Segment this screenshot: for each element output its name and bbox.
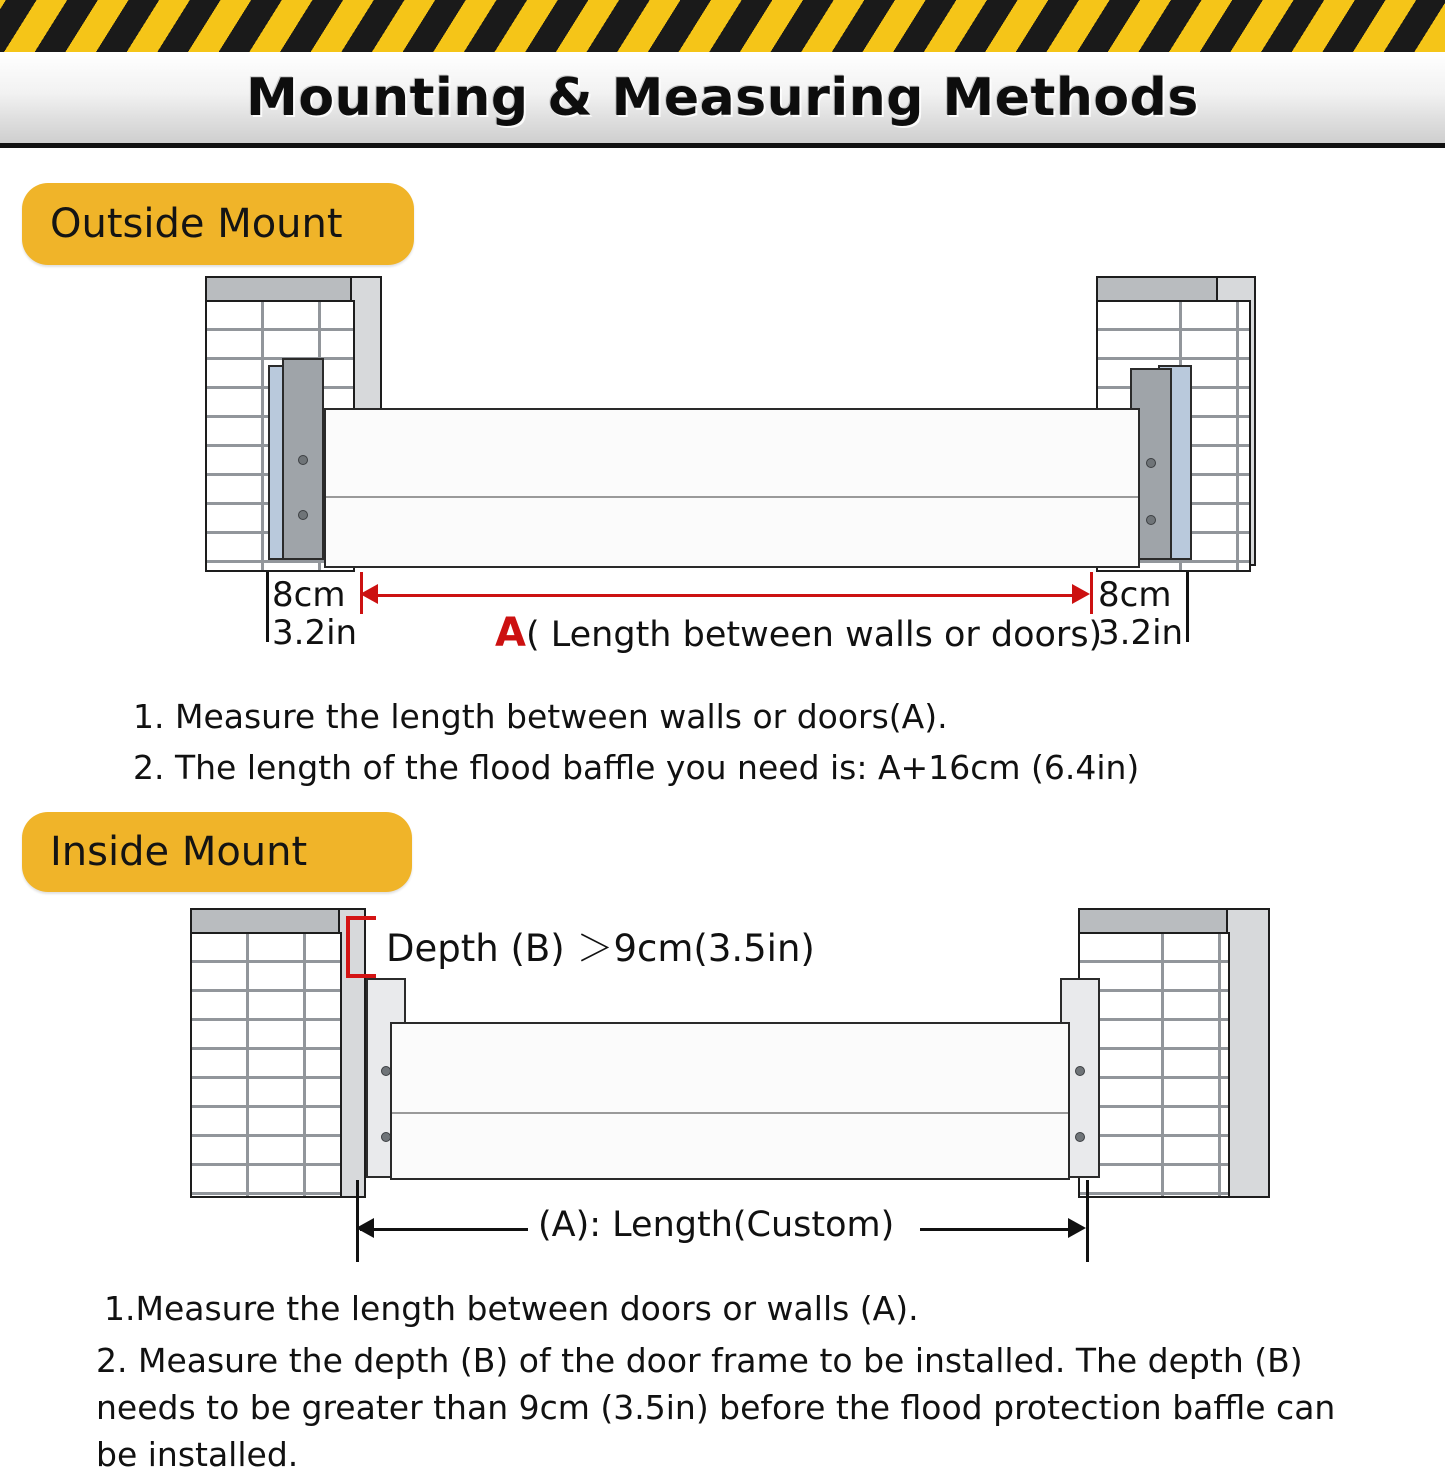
outside-right-dim-cm: 8cm	[1098, 575, 1172, 615]
screw-icon	[1146, 458, 1156, 468]
depth-indicator-bracket	[346, 916, 376, 978]
inside-instruction-2: 2. Measure the depth (B) of the door frame to be installed. The depth (B) needs to be greater than 9cm (3.5in) before the flood protection baffle can be installed.	[96, 1341, 1336, 1474]
inside-flood-baffle-panel	[390, 1022, 1070, 1180]
section-tag-inside-mount	[22, 812, 412, 892]
outside-span-arrow-right	[1072, 584, 1090, 604]
baffle-seam	[326, 496, 1138, 498]
section-tag-outside-label: Outside Mount	[50, 201, 343, 247]
outside-right-dim-tick	[1186, 572, 1189, 642]
inside-span-caption: (A): Length(Custom)	[538, 1205, 895, 1245]
hazard-stripe-banner	[0, 0, 1445, 52]
section-tag-outside-mount	[22, 183, 414, 265]
inside-span-dim-line-right	[920, 1228, 1068, 1231]
outside-span-caption-text: ( Length between walls or doors)	[525, 615, 1103, 655]
inside-instruction-1: 1.Measure the length between doors or walls (A).	[104, 1289, 919, 1328]
outside-left-dim-tick	[266, 572, 269, 642]
screw-icon	[298, 455, 308, 465]
page-title: Mounting & Measuring Methods	[246, 68, 1199, 128]
screw-icon	[1075, 1132, 1085, 1142]
baffle-seam	[392, 1112, 1068, 1114]
section-tag-inside-label: Inside Mount	[50, 829, 308, 875]
depth-label: Depth (B) ＞9cm(3.5in)	[386, 927, 815, 970]
inside-span-arrow-left	[356, 1218, 374, 1238]
outside-left-bracket	[282, 358, 324, 560]
outside-span-caption	[495, 610, 1102, 656]
inside-right-dim-tick	[1086, 1180, 1089, 1262]
screw-icon	[1075, 1066, 1085, 1076]
outside-left-dim-cm: 8cm	[272, 575, 346, 615]
outside-flood-baffle-panel	[324, 408, 1140, 568]
inside-left-brick-column	[190, 932, 342, 1198]
brick-pattern	[192, 934, 340, 1196]
outside-span-dim-line	[378, 594, 1072, 597]
screw-icon	[298, 510, 308, 520]
outside-instruction-2: 2. The length of the flood baffle you need is: A+16cm (6.4in)	[133, 748, 1140, 787]
screw-icon	[1146, 515, 1156, 525]
inside-span-dim-line-left	[360, 1228, 528, 1231]
inside-right-column-top	[1078, 908, 1230, 934]
inside-span-arrow-right	[1068, 1218, 1086, 1238]
outside-span-symbol: A	[495, 610, 526, 656]
outside-span-arrow-left	[360, 584, 378, 604]
inside-left-column-top	[190, 908, 342, 934]
outside-instruction-1: 1. Measure the length between walls or doors(A).	[133, 697, 948, 736]
brick-pattern	[1080, 934, 1228, 1196]
outside-right-inner-tick	[1090, 572, 1093, 614]
inside-right-brick-column	[1078, 932, 1230, 1198]
outside-left-dim-in: 3.2in	[272, 613, 358, 653]
outside-right-dim-in: 3.2in	[1098, 613, 1184, 653]
inside-right-column-side	[1226, 908, 1270, 1198]
